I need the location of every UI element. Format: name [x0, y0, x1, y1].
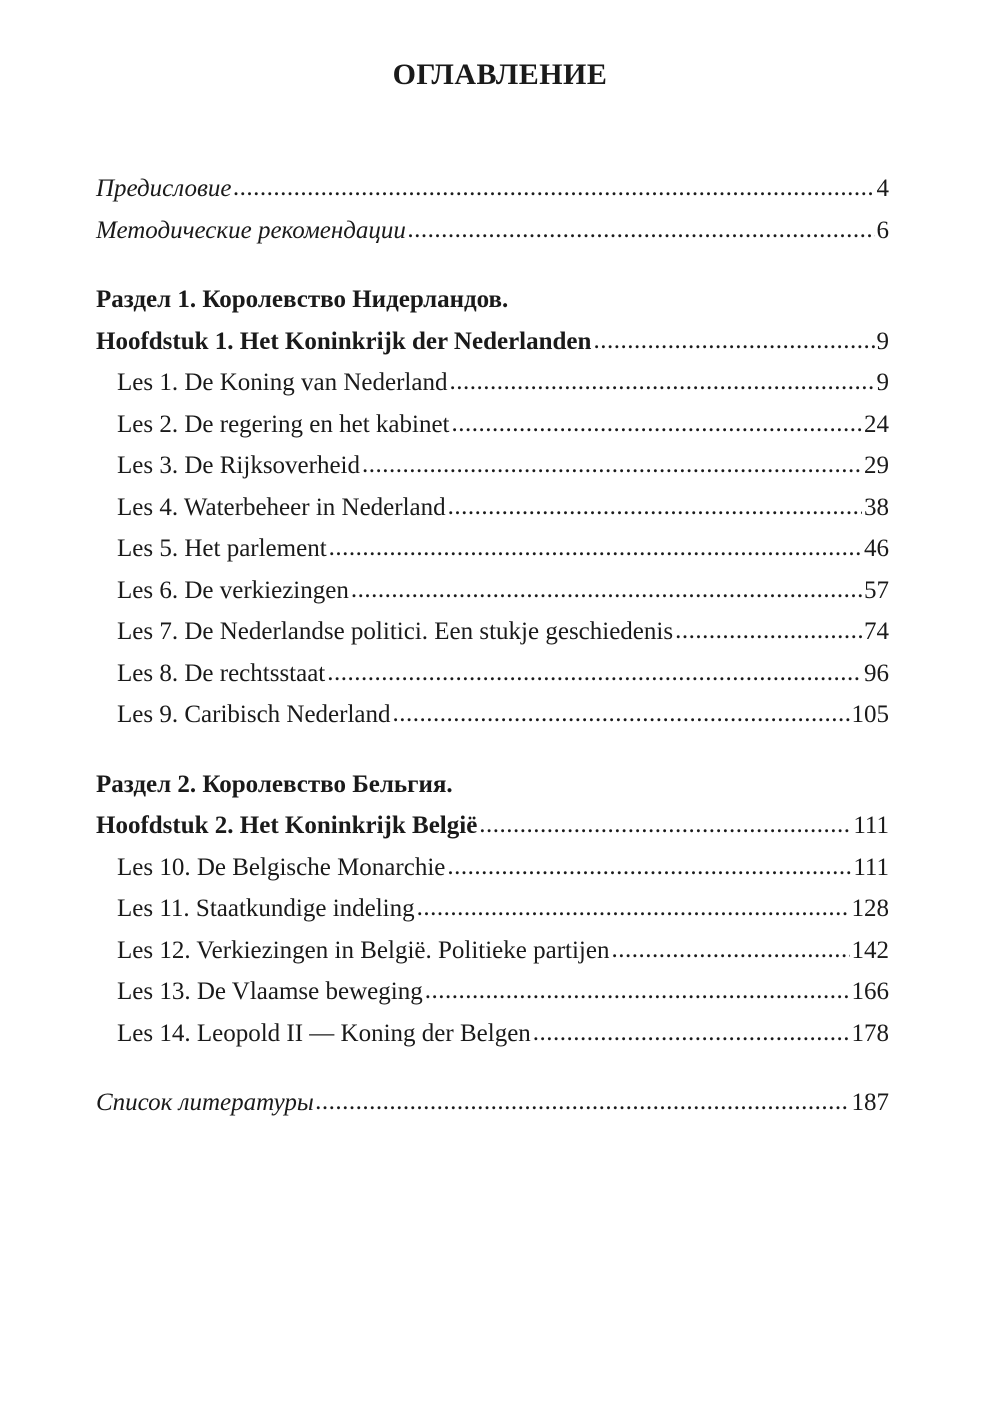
dot-leader — [408, 209, 875, 251]
dot-leader — [417, 887, 850, 929]
toc-entry-page: 128 — [851, 895, 889, 922]
toc-entry-label: Les 8. De rechtsstaat — [117, 659, 326, 687]
toc-entry-page: 96 — [864, 659, 889, 687]
toc-entry-page: 142 — [851, 936, 889, 964]
table-of-contents — [96, 168, 889, 1124]
toc-entry-label: Les 10. De Belgische Monarchie — [117, 853, 446, 881]
toc-entry-page: 29 — [864, 452, 889, 479]
toc-entry-page: 105 — [851, 701, 889, 728]
dot-leader — [533, 1012, 850, 1054]
toc-entry-page: 46 — [864, 535, 889, 562]
toc-entry-lesson[interactable] — [96, 362, 889, 404]
toc-entry-label: Методические рекомендации — [96, 216, 406, 244]
toc-entry-lesson[interactable] — [96, 570, 889, 612]
toc-entry-label: Les 5. Het parlement — [117, 535, 327, 562]
dot-leader — [316, 1081, 850, 1123]
toc-entry-chapter-1[interactable] — [96, 321, 889, 363]
toc-entry-lesson[interactable] — [96, 971, 889, 1013]
dot-leader — [452, 403, 862, 445]
toc-entry-label: Les 3. De Rijksoverheid — [117, 452, 361, 479]
dot-leader — [233, 167, 874, 209]
dot-leader — [611, 929, 849, 971]
toc-entry-page: 74 — [864, 618, 889, 645]
toc-entry-chapter-2[interactable] — [96, 805, 889, 847]
toc-entry-lesson[interactable] — [96, 445, 889, 487]
toc-entry-methodology[interactable] — [96, 210, 889, 252]
toc-entry-lesson[interactable] — [96, 404, 889, 446]
toc-entry-page: 24 — [864, 410, 889, 438]
toc-entry-label: Hoofdstuk 2. Het Koninkrijk België — [96, 812, 478, 839]
toc-entry-page: 57 — [864, 576, 889, 604]
toc-entry-page: 178 — [851, 1019, 889, 1047]
toc-entry-page: 187 — [851, 1089, 889, 1116]
dot-leader — [351, 569, 862, 611]
toc-entry-label: Les 14. Leopold II — Koning der Belgen — [117, 1019, 531, 1047]
page-title: ОГЛАВЛЕНИЕ — [392, 58, 608, 91]
toc-entry-label: Les 6. De verkiezingen — [117, 576, 349, 604]
toc-entry-label: Les 13. De Vlaamse beweging — [117, 978, 423, 1005]
toc-entry-label: Список литературы — [96, 1089, 314, 1116]
section-2-heading: Раздел 2. Королевство Бельгия. — [96, 770, 453, 798]
toc-entry-label: Hoofdstuk 1. Het Koninkrijk der Nederlanden — [96, 327, 592, 355]
toc-entry-page: 9 — [876, 369, 889, 396]
dot-leader — [448, 486, 862, 528]
dot-leader — [447, 846, 851, 888]
toc-entry-label: Les 12. Verkiezingen in België. Politieke partijen — [117, 936, 610, 964]
toc-entry-label: Les 4. Waterbeheer in Nederland — [117, 493, 446, 521]
toc-entry-preface[interactable] — [96, 168, 889, 210]
section-1-heading: Раздел 1. Королевство Нидерландов. — [96, 286, 509, 313]
dot-leader — [449, 361, 874, 403]
toc-entry-lesson[interactable] — [96, 611, 889, 653]
toc-entry-lesson[interactable] — [96, 528, 889, 570]
toc-entry-page: 111 — [853, 812, 889, 839]
toc-entry-label: Les 9. Caribisch Nederland — [117, 701, 391, 728]
dot-leader — [675, 610, 862, 652]
dot-leader — [393, 693, 850, 735]
toc-entry-page: 38 — [864, 493, 889, 521]
toc-entry-label: Les 1. De Koning van Nederland — [117, 369, 448, 396]
dot-leader — [425, 970, 850, 1012]
toc-entry-label: Предисловие — [96, 175, 232, 202]
toc-entry-label: Les 11. Staatkundige indeling — [117, 895, 415, 922]
toc-entry-page: 111 — [853, 853, 889, 881]
dot-leader — [362, 444, 862, 486]
toc-entry-lesson[interactable] — [96, 694, 889, 736]
toc-entry-lesson[interactable] — [96, 653, 889, 695]
toc-entry-page: 4 — [876, 175, 889, 202]
toc-entry-lesson[interactable] — [96, 487, 889, 529]
toc-entry-lesson[interactable] — [96, 888, 889, 930]
toc-entry-bibliography[interactable] — [96, 1082, 889, 1124]
toc-entry-lesson[interactable] — [96, 847, 889, 889]
dot-leader — [593, 320, 874, 362]
toc-entry-page: 166 — [851, 978, 889, 1005]
dot-leader — [327, 652, 862, 694]
toc-entry-label: Les 7. De Nederlandse politici. Een stukje geschiedenis — [117, 618, 674, 645]
toc-entry-page: 9 — [876, 327, 889, 355]
toc-entry-lesson[interactable] — [96, 1013, 889, 1055]
dot-leader — [479, 804, 851, 846]
toc-entry-page: 6 — [876, 216, 889, 244]
dot-leader — [329, 527, 862, 569]
toc-entry-lesson[interactable] — [96, 930, 889, 972]
toc-entry-label: Les 2. De regering en het kabinet — [117, 410, 450, 438]
